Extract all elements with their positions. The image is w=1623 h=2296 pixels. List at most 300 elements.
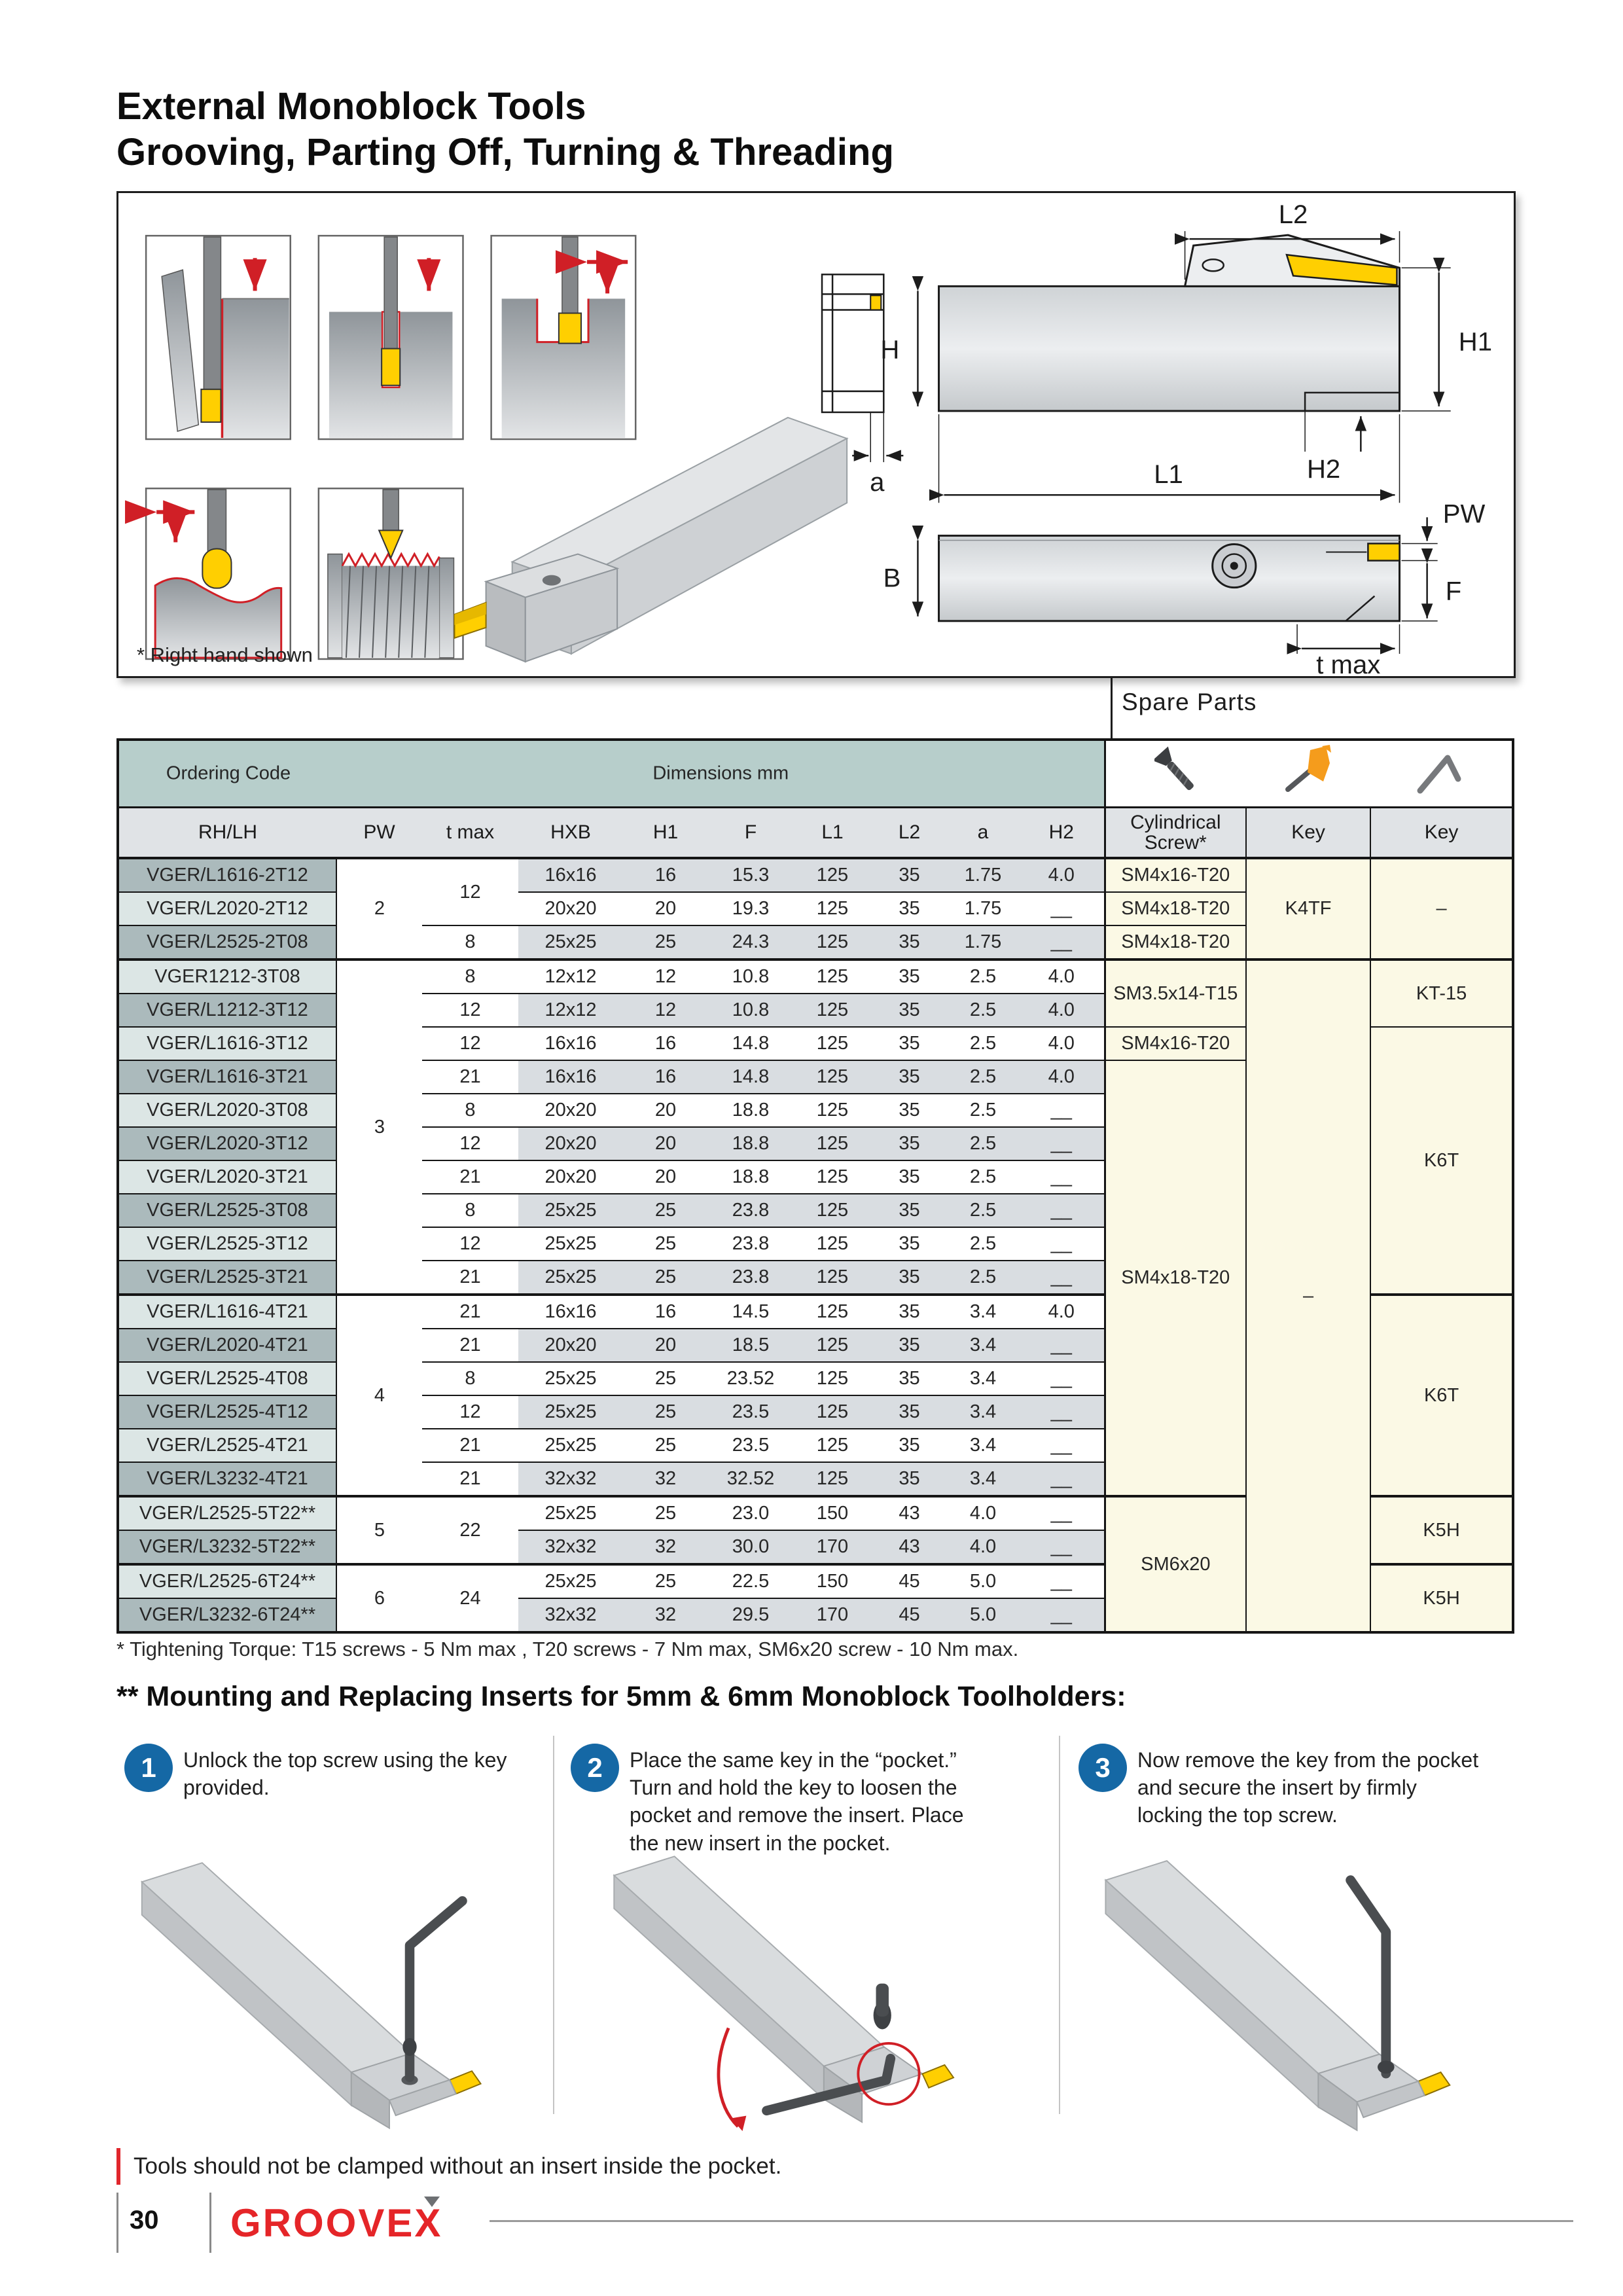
cell-tmax: 12 [422, 1127, 518, 1160]
cell-hxb: 25x25 [518, 925, 623, 960]
cylindrical-screw-icon [1154, 741, 1198, 801]
col-header-rh-lh: RH/LH [118, 808, 336, 859]
mounting-heading: ** Mounting and Replacing Inserts for 5mm & 6mm Monoblock Toolholders: [116, 1681, 1126, 1712]
cell-a: 3.4 [947, 1429, 1019, 1462]
cell-a: 3.4 [947, 1329, 1019, 1362]
cell-h2: __ [1019, 1564, 1105, 1598]
ordering-code-cell: VGER/L1616-3T12 [118, 1027, 336, 1060]
cell-f: 22.5 [708, 1564, 793, 1598]
warning-accent-bar [116, 2148, 120, 2185]
cell-f: 30.0 [708, 1530, 793, 1564]
ordering-code-cell: VGER/L2525-5T22** [118, 1496, 336, 1530]
cell-key1: – [1246, 960, 1370, 1632]
cell-tmax: 12 [422, 858, 518, 925]
pictogram-profiling [146, 488, 291, 659]
cell-pw: 5 [336, 1496, 422, 1564]
cell-l1: 150 [793, 1564, 872, 1598]
ordering-code-cell: VGER/L2525-3T08 [118, 1194, 336, 1227]
cell-screw: SM4x18-T20 [1105, 1060, 1246, 1496]
cell-l1: 170 [793, 1530, 872, 1564]
cell-h1: 20 [623, 1329, 708, 1362]
step-1-number: 1 [141, 1752, 156, 1783]
cell-l1: 125 [793, 1060, 872, 1094]
cell-key2: K6T [1370, 1027, 1513, 1295]
cell-l1: 125 [793, 1395, 872, 1429]
spare-parts-label: Spare Parts [1122, 689, 1257, 715]
cell-h1: 32 [623, 1462, 708, 1496]
cell-hxb: 25x25 [518, 1194, 623, 1227]
cell-f: 10.8 [708, 960, 793, 994]
spare-icon-cell-hex-key [1370, 740, 1513, 808]
cell-l1: 125 [793, 1295, 872, 1329]
step-3-illustration [1080, 1852, 1505, 2134]
col-header-hxb: HXB [518, 808, 623, 859]
cell-l2: 43 [872, 1496, 947, 1530]
cell-h1: 16 [623, 1295, 708, 1329]
cell-h2: __ [1019, 1462, 1105, 1496]
cell-f: 24.3 [708, 925, 793, 960]
col-header-h2: H2 [1019, 808, 1105, 859]
cell-a: 2.5 [947, 1194, 1019, 1227]
cell-l1: 170 [793, 1598, 872, 1632]
cell-a: 1.75 [947, 858, 1019, 892]
cell-f: 32.52 [708, 1462, 793, 1496]
cell-a: 4.0 [947, 1496, 1019, 1530]
diagram-panel [116, 191, 1516, 678]
cell-h2: 4.0 [1019, 858, 1105, 892]
page-title [116, 84, 894, 175]
ordering-code-cell: VGER/L2020-3T21 [118, 1160, 336, 1194]
torque-footnote: * Tightening Torque: T15 screws - 5 Nm max , T20 screws - 7 Nm max, SM6x20 screw - 10 Nm max. [116, 1638, 1019, 1660]
cell-h2: __ [1019, 1362, 1105, 1395]
ordering-code-cell: VGER/L2525-6T24** [118, 1564, 336, 1598]
cell-h2: __ [1019, 1496, 1105, 1530]
cell-tmax: 22 [422, 1496, 518, 1564]
title-line-2: Grooving, Parting Off, Turning & Threading [116, 130, 894, 173]
warning-text: Tools should not be clamped without an insert inside the pocket. [134, 2153, 782, 2179]
cell-f: 19.3 [708, 892, 793, 925]
cell-l2: 35 [872, 858, 947, 892]
dim-label-b: B [883, 564, 901, 593]
col-header-key-2: Key [1370, 808, 1513, 859]
cell-h1: 25 [623, 1227, 708, 1261]
cell-screw: SM4x16-T20 [1105, 1027, 1246, 1060]
cell-hxb: 12x12 [518, 994, 623, 1027]
cell-f: 18.8 [708, 1094, 793, 1127]
cell-l2: 35 [872, 1027, 947, 1060]
cell-h2: __ [1019, 1530, 1105, 1564]
ordering-code-cell: VGER/L2525-3T21 [118, 1261, 336, 1295]
dim-label-h1: H1 [1458, 327, 1493, 357]
cell-a: 2.5 [947, 960, 1019, 994]
cell-l2: 35 [872, 925, 947, 960]
cell-h2: __ [1019, 1127, 1105, 1160]
cell-hxb: 25x25 [518, 1362, 623, 1395]
step-2-illustration [576, 1852, 1021, 2140]
cell-screw: SM4x18-T20 [1105, 925, 1246, 960]
cell-l2: 35 [872, 1429, 947, 1462]
ordering-code-cell: VGER/L2525-4T12 [118, 1395, 336, 1429]
cell-l1: 125 [793, 1429, 872, 1462]
right-hand-note: * Right hand shown [137, 643, 313, 666]
cell-tmax: 8 [422, 1194, 518, 1227]
cell-l2: 35 [872, 1329, 947, 1362]
dim-label-f: F [1445, 577, 1462, 606]
cell-l1: 125 [793, 994, 872, 1027]
cell-tmax: 24 [422, 1564, 518, 1632]
dim-label-pw: PW [1442, 499, 1486, 529]
cell-h2: __ [1019, 892, 1105, 925]
cell-key1: K4TF [1246, 858, 1370, 960]
cell-hxb: 16x16 [518, 1027, 623, 1060]
cell-l2: 35 [872, 1094, 947, 1127]
cell-tmax: 21 [422, 1429, 518, 1462]
cell-l2: 45 [872, 1598, 947, 1632]
footer-rule-mid [209, 2193, 211, 2253]
ordering-code-cell: VGER/L2020-4T21 [118, 1329, 336, 1362]
spare-icon-cell-torx-key [1246, 740, 1370, 808]
cell-f: 14.8 [708, 1027, 793, 1060]
cell-hxb: 25x25 [518, 1429, 623, 1462]
cell-l1: 125 [793, 1160, 872, 1194]
step-3-text: Now remove the key from the pocket and secure the insert by firmly locking the top screw. [1137, 1748, 1479, 1827]
table-banner [118, 740, 1105, 808]
cell-screw: SM4x18-T20 [1105, 892, 1246, 925]
cell-h2: __ [1019, 1094, 1105, 1127]
col-header-tmax: t max [422, 808, 518, 859]
cell-l2: 35 [872, 1395, 947, 1429]
col-header-l2: L2 [872, 808, 947, 859]
cell-hxb: 20x20 [518, 1094, 623, 1127]
cell-h1: 25 [623, 1429, 708, 1462]
cell-l1: 125 [793, 1261, 872, 1295]
dim-label-a: a [870, 468, 885, 497]
cell-h1: 25 [623, 1261, 708, 1295]
cell-h2: 4.0 [1019, 960, 1105, 994]
cell-h1: 20 [623, 1127, 708, 1160]
cell-h2: __ [1019, 1194, 1105, 1227]
cell-key2: K6T [1370, 1295, 1513, 1496]
cell-hxb: 20x20 [518, 1329, 623, 1362]
technical-diagram [118, 193, 1514, 676]
cell-key2: KT-15 [1370, 960, 1513, 1027]
side-view-drawing [918, 231, 1450, 503]
step-2-text: Place the same key in the “pocket.” Turn and hold the key to loosen the pocket and remove the insert. Place the new insert in the pocket. [630, 1748, 964, 1855]
cell-h2: __ [1019, 1429, 1105, 1462]
cell-l2: 35 [872, 1060, 947, 1094]
step-divider-1 [553, 1736, 554, 2114]
ordering-code-cell: VGER/L2525-4T21 [118, 1429, 336, 1462]
cell-hxb: 20x20 [518, 1127, 623, 1160]
cell-l1: 125 [793, 1227, 872, 1261]
cell-f: 23.0 [708, 1496, 793, 1530]
pictogram-parting [319, 236, 463, 439]
cell-l2: 35 [872, 892, 947, 925]
cell-l1: 125 [793, 1194, 872, 1227]
step-1-badge [124, 1744, 173, 1792]
ordering-code-cell: VGER/L1212-3T12 [118, 994, 336, 1027]
cell-hxb: 20x20 [518, 1160, 623, 1194]
table-row [118, 960, 1513, 994]
cell-h1: 12 [623, 960, 708, 994]
cell-a: 2.5 [947, 1094, 1019, 1127]
cell-a: 2.5 [947, 1160, 1019, 1194]
pictogram-parting-off [146, 236, 291, 439]
cell-tmax: 12 [422, 1395, 518, 1429]
cell-f: 23.5 [708, 1395, 793, 1429]
cell-a: 4.0 [947, 1530, 1019, 1564]
ordering-code-cell: VGER/L2525-4T08 [118, 1362, 336, 1395]
cell-h2: __ [1019, 1227, 1105, 1261]
cell-h1: 20 [623, 1094, 708, 1127]
cell-key2: K5H [1370, 1564, 1513, 1632]
cell-h1: 16 [623, 858, 708, 892]
cell-a: 2.5 [947, 1227, 1019, 1261]
ordering-table-wrap [116, 738, 1514, 1634]
cell-h1: 25 [623, 1194, 708, 1227]
cell-l2: 45 [872, 1564, 947, 1598]
cell-hxb: 32x32 [518, 1530, 623, 1564]
cell-a: 3.4 [947, 1295, 1019, 1329]
cell-h1: 32 [623, 1598, 708, 1632]
ordering-table [116, 738, 1514, 1634]
cell-hxb: 12x12 [518, 960, 623, 994]
cell-key2: – [1370, 858, 1513, 960]
cell-h1: 25 [623, 1564, 708, 1598]
pictogram-grooving [491, 236, 636, 439]
hex-key-icon [1415, 741, 1467, 801]
step-3-badge [1079, 1744, 1127, 1792]
cell-tmax: 12 [422, 1227, 518, 1261]
brand-logo: GROOVEX [230, 2201, 443, 2245]
col-header-l1: L1 [793, 808, 872, 859]
cell-l1: 125 [793, 858, 872, 892]
table-banner-row [118, 740, 1513, 808]
cell-screw: SM4x16-T20 [1105, 858, 1246, 892]
cell-a: 1.75 [947, 892, 1019, 925]
cell-f: 18.8 [708, 1160, 793, 1194]
step-1-text: Unlock the top screw using the key provided. [183, 1748, 507, 1800]
footer-rule-left [116, 2193, 118, 2253]
cell-h2: __ [1019, 1395, 1105, 1429]
col-header-pw: PW [336, 808, 422, 859]
cell-hxb: 32x32 [518, 1598, 623, 1632]
cell-f: 23.8 [708, 1194, 793, 1227]
page-number: 30 [130, 2206, 159, 2234]
cell-h2: __ [1019, 1598, 1105, 1632]
top-view-drawing [918, 517, 1437, 654]
cell-tmax: 8 [422, 1094, 518, 1127]
cell-tmax: 21 [422, 1462, 518, 1496]
col-header-a: a [947, 808, 1019, 859]
ordering-code-cell: VGER/L2020-2T12 [118, 892, 336, 925]
cell-pw: 6 [336, 1564, 422, 1632]
cell-h2: 4.0 [1019, 1027, 1105, 1060]
cell-l2: 35 [872, 1362, 947, 1395]
ordering-code-cell: VGER/L2525-2T08 [118, 925, 336, 960]
cell-tmax: 21 [422, 1261, 518, 1295]
cell-a: 2.5 [947, 1261, 1019, 1295]
col-header-screw: Cylindrical Screw* [1105, 808, 1246, 859]
col-header-h1: H1 [623, 808, 708, 859]
cell-screw: SM6x20 [1105, 1496, 1246, 1632]
cell-l1: 125 [793, 1127, 872, 1160]
cell-l1: 125 [793, 1329, 872, 1362]
cell-tmax: 12 [422, 994, 518, 1027]
spare-parts-divider [1111, 677, 1113, 738]
ordering-code-cell: VGER/L1616-3T21 [118, 1060, 336, 1094]
cell-l2: 35 [872, 1462, 947, 1496]
cell-f: 23.5 [708, 1429, 793, 1462]
cell-h2: 4.0 [1019, 1295, 1105, 1329]
cell-l2: 35 [872, 1127, 947, 1160]
cell-l1: 150 [793, 1496, 872, 1530]
cell-f: 10.8 [708, 994, 793, 1027]
cell-l2: 35 [872, 1160, 947, 1194]
cell-l1: 125 [793, 1094, 872, 1127]
cell-h1: 16 [623, 1027, 708, 1060]
cell-tmax: 21 [422, 1060, 518, 1094]
cell-h1: 25 [623, 1496, 708, 1530]
cell-h2: __ [1019, 1329, 1105, 1362]
step-2-badge [571, 1744, 619, 1792]
cell-key2: K5H [1370, 1496, 1513, 1564]
cell-hxb: 16x16 [518, 1295, 623, 1329]
cell-h1: 20 [623, 892, 708, 925]
cell-l2: 35 [872, 994, 947, 1027]
cell-tmax: 21 [422, 1295, 518, 1329]
cell-hxb: 25x25 [518, 1261, 623, 1295]
cell-h1: 25 [623, 1395, 708, 1429]
dim-label-h: H [880, 335, 900, 365]
step-divider-2 [1059, 1736, 1060, 2114]
cell-l2: 35 [872, 1295, 947, 1329]
cell-f: 18.8 [708, 1127, 793, 1160]
cell-tmax: 8 [422, 960, 518, 994]
cell-l1: 125 [793, 1027, 872, 1060]
cell-hxb: 25x25 [518, 1227, 623, 1261]
cell-screw: SM3.5x14-T15 [1105, 960, 1246, 1027]
cell-hxb: 16x16 [518, 1060, 623, 1094]
cell-h1: 12 [623, 994, 708, 1027]
pictogram-threading [319, 488, 463, 659]
cell-l1: 125 [793, 925, 872, 960]
cell-h2: __ [1019, 925, 1105, 960]
table-row [118, 858, 1513, 892]
ordering-code-cell: VGER/L3232-5T22** [118, 1530, 336, 1564]
dim-label-h2: H2 [1306, 455, 1341, 484]
cell-a: 1.75 [947, 925, 1019, 960]
ordering-code-cell: VGER/L3232-4T21 [118, 1462, 336, 1496]
cell-h1: 25 [623, 1362, 708, 1395]
cell-a: 5.0 [947, 1598, 1019, 1632]
ordering-code-cell: VGER/L1616-2T12 [118, 858, 336, 892]
torx-key-icon [1283, 741, 1334, 801]
cell-h2: 4.0 [1019, 994, 1105, 1027]
step-1-illustration [116, 1852, 535, 2134]
cell-a: 2.5 [947, 1060, 1019, 1094]
cell-h2: __ [1019, 1160, 1105, 1194]
cell-tmax: 21 [422, 1160, 518, 1194]
cell-hxb: 16x16 [518, 858, 623, 892]
cell-l1: 125 [793, 1462, 872, 1496]
title-line-1: External Monoblock Tools [116, 85, 586, 128]
banner-dimensions: Dimensions mm [652, 762, 789, 784]
cell-l1: 125 [793, 1362, 872, 1395]
step-2-number: 2 [587, 1752, 603, 1783]
cell-hxb: 25x25 [518, 1395, 623, 1429]
ordering-code-cell: VGER/L2020-3T08 [118, 1094, 336, 1127]
dim-label-l1: L1 [1154, 460, 1183, 490]
cell-h1: 20 [623, 1160, 708, 1194]
cell-l1: 125 [793, 960, 872, 994]
footer-rule-horizontal [490, 2220, 1573, 2222]
cell-h1: 16 [623, 1060, 708, 1094]
cell-f: 29.5 [708, 1598, 793, 1632]
cell-a: 2.5 [947, 994, 1019, 1027]
table-header-row [118, 808, 1513, 859]
spare-icon-cell-screw [1105, 740, 1246, 808]
dim-label-tmax: t max [1316, 651, 1381, 676]
cell-tmax: 8 [422, 1362, 518, 1395]
step-3-number: 3 [1095, 1752, 1111, 1783]
brand-logo-triangle-icon [424, 2197, 440, 2207]
ordering-code-cell: VGER/L2525-3T12 [118, 1227, 336, 1261]
dim-label-l2: L2 [1278, 200, 1308, 230]
cell-l2: 35 [872, 1261, 947, 1295]
cell-hxb: 32x32 [518, 1462, 623, 1496]
cell-f: 23.8 [708, 1227, 793, 1261]
cell-a: 3.4 [947, 1395, 1019, 1429]
cell-pw: 2 [336, 858, 422, 960]
cell-tmax: 8 [422, 925, 518, 960]
cell-h2: 4.0 [1019, 1060, 1105, 1094]
cell-f: 15.3 [708, 858, 793, 892]
cell-hxb: 20x20 [518, 892, 623, 925]
cell-pw: 4 [336, 1295, 422, 1496]
cell-hxb: 25x25 [518, 1496, 623, 1530]
cell-a: 5.0 [947, 1564, 1019, 1598]
cell-tmax: 21 [422, 1329, 518, 1362]
cell-l2: 35 [872, 1194, 947, 1227]
col-header-key-1: Key [1246, 808, 1370, 859]
cell-a: 3.4 [947, 1462, 1019, 1496]
ordering-code-cell: VGER/L3232-6T24** [118, 1598, 336, 1632]
banner-ordering-code: Ordering Code [166, 762, 291, 784]
cell-f: 18.5 [708, 1329, 793, 1362]
cell-l2: 43 [872, 1530, 947, 1564]
cell-h1: 25 [623, 925, 708, 960]
cell-l2: 35 [872, 960, 947, 994]
cell-f: 14.5 [708, 1295, 793, 1329]
cell-a: 3.4 [947, 1362, 1019, 1395]
col-header-f: F [708, 808, 793, 859]
cell-f: 23.52 [708, 1362, 793, 1395]
cell-l1: 125 [793, 892, 872, 925]
cell-hxb: 25x25 [518, 1564, 623, 1598]
ordering-code-cell: VGER1212-3T08 [118, 960, 336, 994]
cell-h1: 32 [623, 1530, 708, 1564]
cell-a: 2.5 [947, 1027, 1019, 1060]
cell-l2: 35 [872, 1227, 947, 1261]
cell-f: 14.8 [708, 1060, 793, 1094]
ordering-code-cell: VGER/L2020-3T12 [118, 1127, 336, 1160]
ordering-code-cell: VGER/L1616-4T21 [118, 1295, 336, 1329]
cell-tmax: 12 [422, 1027, 518, 1060]
table-body [118, 858, 1513, 1632]
toolholder-3d-render [454, 418, 847, 662]
cell-a: 2.5 [947, 1127, 1019, 1160]
